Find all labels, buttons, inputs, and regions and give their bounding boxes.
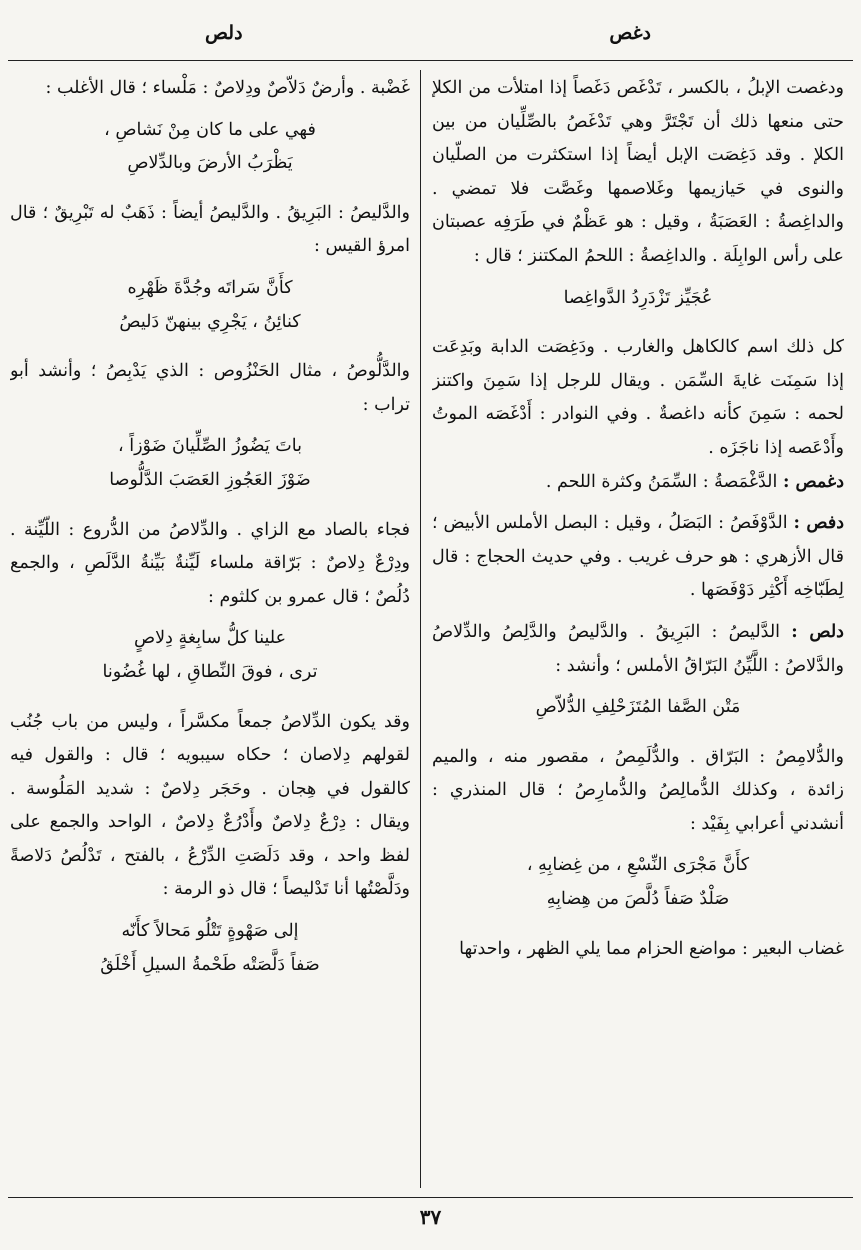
page-number: ٣٧ [419, 1205, 442, 1229]
entry-headword: دغمص : [782, 471, 844, 492]
column-divider [420, 70, 421, 1188]
running-head-right: دغص [609, 22, 651, 44]
verse-line: إلى صَهْوةٍ تَتْلُو مَحالاً كأَنّه [121, 921, 299, 942]
verse-line: كأَنَّ سَراتَه وجُدَّةَ ظَهْرِه [127, 277, 293, 298]
entry-body: الدَّغْمَصةُ : السِّمَنُ وكثرة اللحم . [545, 471, 778, 492]
verse-line: صَفاً دَلَّصَتْه طَحْمةُ السيلِ أَخْلَقُ [100, 954, 320, 975]
entry-headword: دفص : [793, 513, 844, 534]
paragraph: والدَّليصُ : البَرِيقُ . والدَّليصُ أيضاً : ذَهَبٌ له تَبْرِيقٌ ؛ قال امرؤ القيس : [10, 202, 410, 257]
verse-line: صَلْدٌ صَفاً دُلَّصَ من هِضابِهِ [546, 889, 730, 910]
verse-line: باتَ يَضُوزُ الصِّلِّيانَ ضَوْزاً ، [118, 436, 302, 457]
paragraph: وقد يكون الدِّلاصُ جمعاً مكسَّراً ، وليس من باب جُنُب لقولهم دِلاصان ؛ حكاه سيبويه ؛ قال : والقول فيه كالقول في هِجان . وحَجَر دِلاصٌ : شديد المَلُوسة . ويقال : دِرْعٌ دِلاصٌ وأَدْرُعٌ دِلاصٌ ، الواحد والجمع على لفظ واحد ، وقد دَلَصَتِ الدِّرْعُ ، بالفتح ، تَدْلُصُ دَلاصةً ودَلَّصْتُها أنا تَدْليصاً ؛ قال ذو الرمة : [10, 711, 410, 900]
entry-dfs [432, 507, 844, 608]
entry-body: الدَّوْفَصُ : البَصَلُ ، وقيل : البصل الأملس الأبيض ؛ قال الأزهري : هو حرف غريب . وفي حديث الحجاج : قال لِطَبّاخِه أَكْثِر دَوْفَصَها . [432, 513, 844, 601]
paragraph: غَضْبة . وأرضٌ دَلاّصٌ ودِلاصٌ : مَلْساء ؛ قال الأغلب : [45, 78, 410, 98]
right-column [432, 72, 844, 1192]
entry-headword: دلص : [791, 621, 844, 642]
paragraph: ودغصت الإبلُ ، بالكسر ، تَدْغَص دَغَصاً إذا امتلأت من الكلإ حتى منعها ذلك أن تَجْتَرَّ وهي تَدْغَصُ بالصِّلِّيان من بين الكلإ . وقد دَغِصَت الإبل أيضاً إذا استكثرت من الصلّيان والنوى في حَيازيمها وغَلاصمها وغَصَّت فلا تمضي . والداغِصةُ : العَصَبَةُ ، وقيل : هو عَظْمٌ في طَرَفِه عصبتان على رأس الوابِلَة . والداغِصةُ : اللحمُ المكتنز ؛ قال : [432, 78, 844, 266]
verse-line: كنائِنُ ، يَجْرِي بينهنّ دَليصُ [119, 311, 301, 332]
paragraph: والدُّلامِصُ : البَرّاق . والدُّلَمِصُ ، مقصور منه ، والميم زائدة ، وكذلك الدُّمالِصُ والدُّمارِصُ ؛ قال المنذري : أنشدني أعرابي بِفَيْد : [432, 746, 844, 834]
verse-line: كأَنَّ مَجْرَى النِّسْعِ ، من غِضابِهِ ، [526, 855, 750, 876]
verse-line: عُجَيِّز تَزْدَرِدُ الدَّواغِصا [563, 287, 713, 308]
verse-line: ضَوْزَ العَجُوزِ العَصَبَ الدَّلُّوصا [109, 469, 311, 490]
verse-line: فهي على ما كان مِنْ نَشاصِ ، [104, 119, 316, 140]
verse-line: يَظْرَبُ الأرضَ وبالدِّلاصِ [127, 153, 293, 174]
entry-body: الدَّليصُ : البَرِيقُ . والدَّليصُ والدَّلِصُ والدِّلاصُ والدَّلاصُ : اللَّيِّنُ البَرّاقُ الأملس ؛ وأنشد : [432, 621, 844, 676]
paragraph: فجاء بالصاد مع الزاي . والدِّلاصُ من الدُّروع : اللّيِّنة . ودِرْعٌ دِلاصٌ : بَرّاقة ملساء لَيِّنةٌ بَيِّنةُ الدَّلَصِ ، والجمع دُلُصٌ ؛ قال عمرو بن كلثوم : [10, 519, 410, 607]
header-rule [8, 60, 853, 61]
footer-rule [8, 1197, 853, 1198]
entry-dghms [432, 466, 844, 500]
running-head-left: دلص [205, 22, 243, 44]
paragraph: غضاب البعير : مواضع الحزام مما يلي الظهر ، واحدتها [459, 938, 844, 959]
entry-dls [432, 616, 844, 683]
verse-line: علينا كلُّ سابِغةٍ دِلاصٍ [133, 628, 287, 649]
verse-line: مَتْن الصَّفا المُتَزَحْلِفِ الدُّلاّصِ [535, 697, 741, 718]
paragraph: كل ذلك اسم كالكاهل والغارب . ودَغِصَت الدابة وبَدِعَت إذا سَمِنَت غايةَ السِّمَن . ويقال للرجل إذا سَمِنَ واكتنز لحمه : سَمِنَ كأنه داغصةٌ . وفي النوادر : أَدْغَصَه الموتُ وأَدْعَصه إذا ناجَزَه . [432, 337, 844, 458]
verse-line: ترى ، فوقَ النِّطاقِ ، لها غُضُونا [102, 661, 318, 682]
left-column [10, 72, 410, 1192]
paragraph: والدَّلُّوصُ ، مثال الحَنْزُوص : الذي يَدْبِصُ ؛ وأنشد أبو تراب : [10, 361, 410, 415]
